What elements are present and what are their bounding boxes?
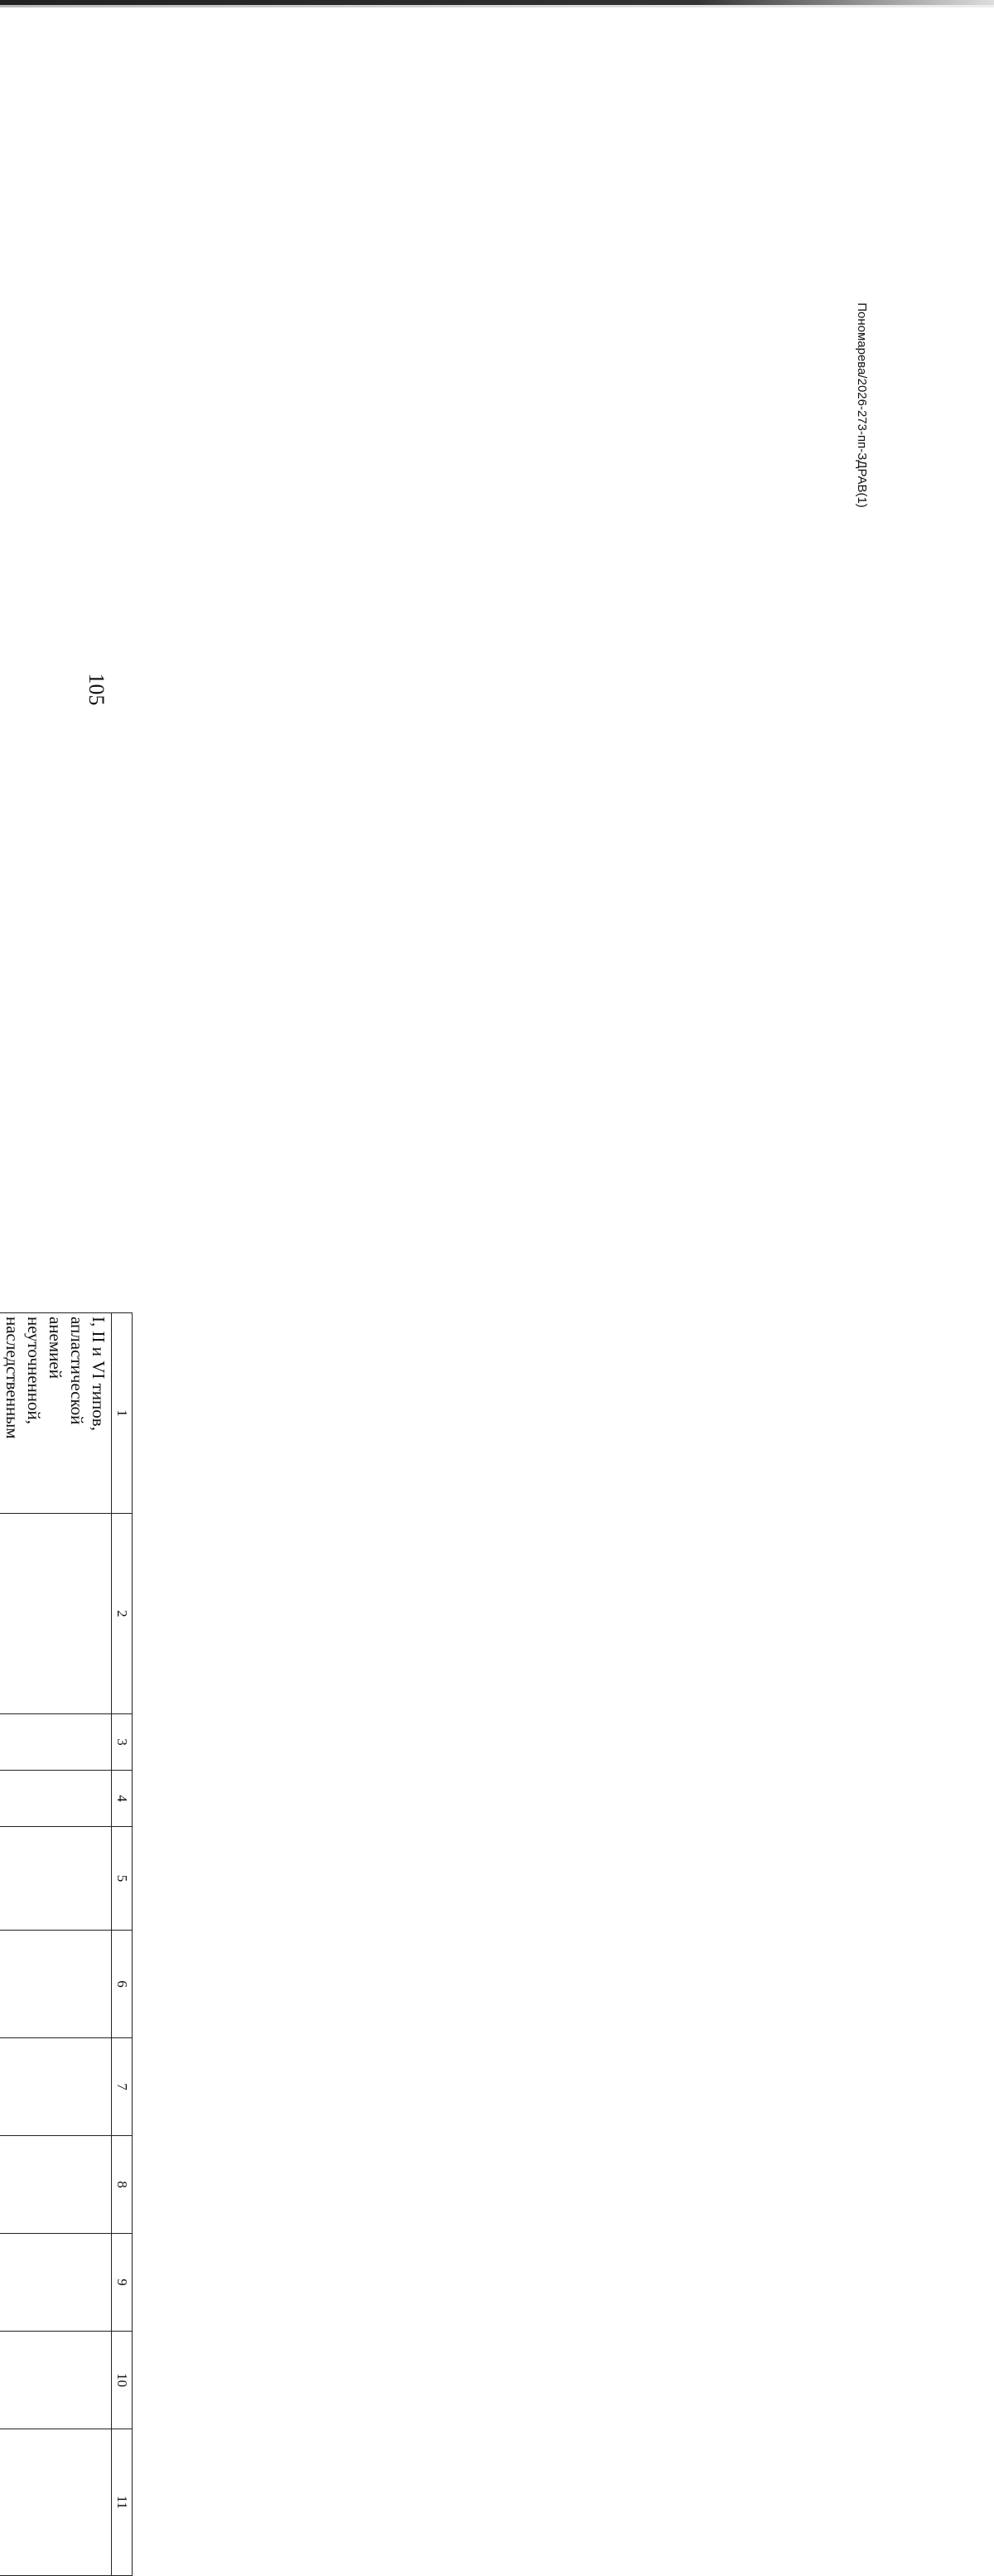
header-cell: 1 bbox=[112, 1313, 133, 1514]
header-row bbox=[112, 1313, 133, 2576]
table-cell bbox=[0, 1931, 112, 2038]
table-cell bbox=[0, 2038, 112, 2136]
table-cell bbox=[0, 2429, 112, 2576]
header-cell: 8 bbox=[112, 2136, 133, 2234]
table-cell bbox=[0, 2234, 112, 2332]
table-cell bbox=[0, 1827, 112, 1931]
document-code: Пономарева/2026-273-пп-ЗДРАВ(1) bbox=[855, 302, 869, 508]
header-cell: 5 bbox=[112, 1827, 133, 1931]
row-description: I, II и VI типов, апластической анемией неуточненной, наследственным bbox=[0, 1313, 112, 1514]
header-cell: 2 bbox=[112, 1514, 133, 1714]
budget-table bbox=[0, 1312, 133, 2576]
header-cell: 11 bbox=[112, 2429, 133, 2576]
header-cell: 6 bbox=[112, 1931, 133, 2038]
table-cell bbox=[0, 1514, 112, 1714]
header-cell: 3 bbox=[112, 1714, 133, 1771]
header-cell: 10 bbox=[112, 2332, 133, 2429]
page-number: 105 bbox=[84, 673, 109, 706]
scan-edge-shadow bbox=[0, 5, 994, 7]
table-cell bbox=[0, 1714, 112, 1771]
table-cell bbox=[0, 2136, 112, 2234]
table-cell bbox=[0, 2332, 112, 2429]
header-cell: 4 bbox=[112, 1771, 133, 1827]
rotated-table-container bbox=[0, 1312, 133, 2575]
header-cell: 9 bbox=[112, 2234, 133, 2332]
header-cell: 7 bbox=[112, 2038, 133, 2136]
table-row bbox=[0, 1313, 112, 2576]
table-cell bbox=[0, 1771, 112, 1827]
